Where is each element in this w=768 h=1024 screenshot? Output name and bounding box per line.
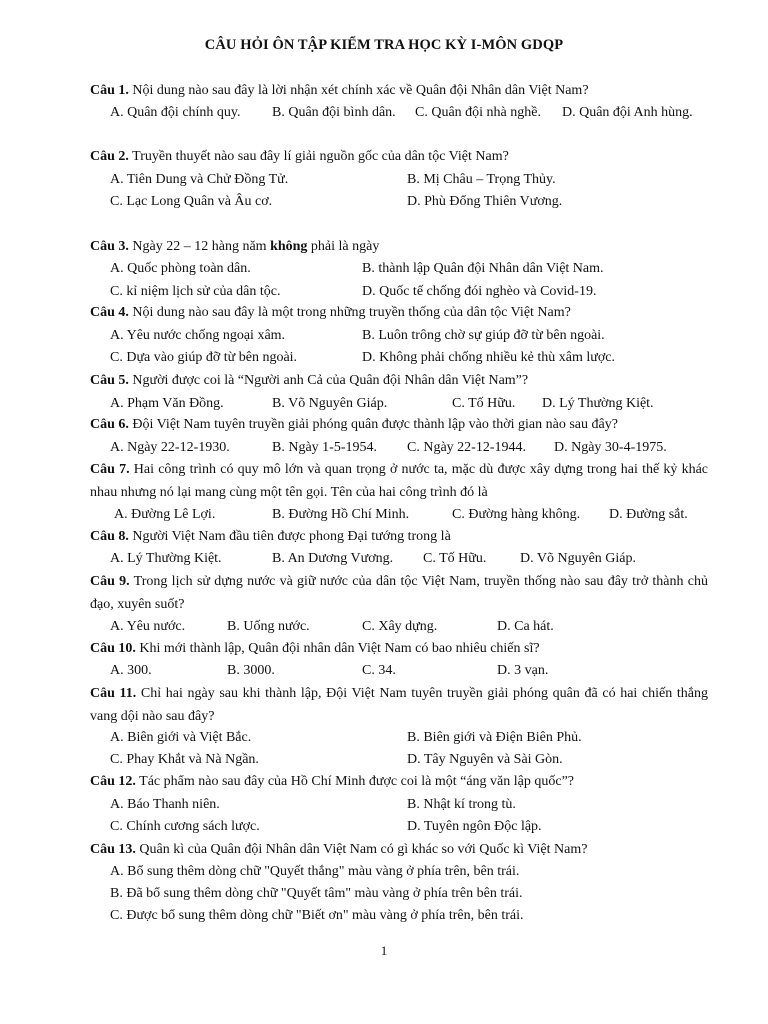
option-10d: D. 3 vạn. [497, 663, 549, 678]
question-text-end: phải là ngày [307, 239, 380, 254]
question-text: Người Việt Nam đầu tiên được phong Đại tướng trong là [128, 529, 451, 544]
option-9a: A. Yêu nước. [110, 619, 186, 634]
option-7c: C. Đường hàng không. [452, 507, 581, 522]
question-text: Đội Việt Nam tuyên truyền giải phóng quân được thành lập vào thời gian nào sau đây? [128, 417, 618, 432]
option-2a: A. Tiên Dung và Chử Đồng Tử. [110, 172, 289, 187]
option-9b: B. Uống nước. [227, 619, 310, 634]
question-10 [90, 638, 708, 661]
option-5b: B. Võ Nguyên Giáp. [272, 396, 388, 411]
question-text: Người được coi là “Người anh Cả của Quân đội Nhân dân Việt Nam”? [128, 373, 529, 388]
option-3d: D. Quốc tế chống đói nghèo và Covid-19. [362, 284, 597, 299]
option-9c: C. Xây dựng. [362, 619, 438, 634]
option-6c: C. Ngày 22-12-1944. [407, 440, 526, 455]
option-4b: B. Luôn trông chờ sự giúp đỡ từ bên ngoài. [362, 328, 605, 343]
question-3 [90, 236, 708, 259]
question-4 [90, 302, 708, 325]
question-11 [90, 683, 708, 728]
option-8b: B. An Dương Vương. [272, 551, 394, 566]
question-text: Tác phẩm nào sau đây của Hồ Chí Minh được coi là một “áng văn lập quốc”? [135, 774, 575, 789]
question-1 [90, 80, 708, 103]
question-number: Câu 10. [90, 641, 136, 656]
question-number: Câu 8. [90, 529, 129, 544]
option-6d: D. Ngày 30-4-1975. [554, 440, 667, 455]
question-emphasis: không [270, 239, 308, 254]
option-11d: D. Tây Nguyên và Sài Gòn. [407, 752, 563, 767]
question-text: Khi mới thành lập, Quân đội nhân dân Việt Nam có bao nhiêu chiến sĩ? [135, 641, 540, 656]
question-number: Câu 9. [90, 574, 130, 589]
question-6 [90, 414, 708, 437]
option-11a: A. Biên giới và Việt Bắc. [110, 730, 252, 745]
option-5d: D. Lý Thường Kiệt. [542, 396, 654, 411]
option-2c: C. Lạc Long Quân và Âu cơ. [110, 194, 273, 209]
document-title: CÂU HỎI ÔN TẬP KIỂM TRA HỌC KỲ I-MÔN GDQP [204, 37, 564, 53]
question-5 [90, 370, 708, 393]
question-13 [90, 839, 708, 862]
question-number: Câu 11. [90, 686, 137, 701]
option-12c: C. Chính cương sách lược. [110, 819, 260, 834]
option-10c: C. 34. [362, 663, 396, 678]
option-4a: A. Yêu nước chống ngoại xâm. [110, 328, 286, 343]
question-2 [90, 146, 708, 169]
option-7a: A. Đường Lê Lợi. [114, 507, 216, 522]
option-7b: B. Đường Hồ Chí Minh. [272, 507, 410, 522]
question-text: Truyền thuyết nào sau đây lí giải nguồn gốc của dân tộc Việt Nam? [128, 149, 509, 164]
question-text: Nội dung nào sau đây là một trong những truyền thống của dân tộc Việt Nam? [128, 305, 571, 320]
question-8 [90, 526, 708, 549]
option-5a: A. Phạm Văn Đồng. [110, 396, 224, 411]
option-1a: A. Quân đội chính quy. [110, 105, 241, 120]
question-number: Câu 3. [90, 239, 129, 254]
option-9d: D. Ca hát. [497, 619, 554, 634]
option-10b: B. 3000. [227, 663, 275, 678]
option-8d: D. Võ Nguyên Giáp. [520, 551, 637, 566]
option-3c: C. kỉ niệm lịch sử của dân tộc. [110, 284, 281, 299]
page-number: 1 [380, 943, 388, 958]
option-12b: B. Nhật kí trong tù. [407, 797, 516, 812]
option-8a: A. Lý Thường Kiệt. [110, 551, 222, 566]
question-text: Hai công trình có quy mô lớn và quan trọng ở nước ta, mặc dù được xây dựng trong hai thế kỷ khác nhau nhưng nó lại mang cùng một tên gọi. Tên của hai công trình đó là [90, 462, 708, 500]
question-text: Quân kì của Quân đội Nhân dân Việt Nam có gì khác so với Quốc kì Việt Nam? [135, 842, 588, 857]
option-1b: B. Quân đội bình dân. [272, 105, 396, 120]
question-9 [90, 571, 708, 616]
question-number: Câu 7. [90, 462, 130, 477]
option-12a: A. Báo Thanh niên. [110, 797, 220, 812]
option-2d: D. Phù Đổng Thiên Vương. [407, 194, 563, 209]
question-number: Câu 12. [90, 774, 136, 789]
option-7d: D. Đường sắt. [609, 507, 688, 522]
option-12d: D. Tuyên ngôn Độc lập. [407, 819, 542, 834]
option-4c: C. Dựa vào giúp đỡ từ bên ngoài. [110, 350, 298, 365]
question-number: Câu 4. [90, 305, 129, 320]
option-3b: B. thành lập Quân đội Nhân dân Việt Nam. [362, 261, 604, 276]
question-text: Chỉ hai ngày sau khi thành lập, Đội Việt Nam tuyên truyền giải phóng quân đã có hai chiến thắng vang dội nào sau đây? [90, 686, 708, 724]
option-5c: C. Tố Hữu. [452, 396, 516, 411]
question-7 [90, 459, 708, 504]
question-12 [90, 771, 708, 794]
option-6a: A. Ngày 22-12-1930. [110, 440, 230, 455]
option-3a: A. Quốc phòng toàn dân. [110, 261, 251, 276]
option-13c: C. Được bổ sung thêm dòng chữ "Biết ơn" màu vàng ở phía trên, bên trái. [110, 908, 524, 923]
option-4d: D. Không phải chống nhiều kẻ thù xâm lược. [362, 350, 615, 365]
option-1d: D. Quân đội Anh hùng. [562, 105, 693, 120]
option-11b: B. Biên giới và Điện Biên Phủ. [407, 730, 582, 745]
option-1c: C. Quân đội nhà nghề. [415, 105, 541, 120]
question-number: Câu 1. [90, 83, 129, 98]
option-10a: A. 300. [110, 663, 152, 678]
option-8c: C. Tố Hữu. [423, 551, 487, 566]
question-text: Trong lịch sử dựng nước và giữ nước của dân tộc Việt Nam, truyền thống nào sau đây trở thành chủ đạo, xuyên suốt? [90, 574, 708, 612]
question-text: Nội dung nào sau đây là lời nhận xét chính xác về Quân đội Nhân dân Việt Nam? [128, 83, 589, 98]
question-number: Câu 5. [90, 373, 129, 388]
question-number: Câu 2. [90, 149, 129, 164]
question-text: Ngày 22 – 12 hàng năm [128, 239, 271, 254]
option-6b: B. Ngày 1-5-1954. [272, 440, 377, 455]
question-number: Câu 6. [90, 417, 129, 432]
option-13a: A. Bổ sung thêm dòng chữ "Quyết thắng" màu vàng ở phía trên, bên trái. [110, 864, 520, 879]
option-13b: B. Đã bổ sung thêm dòng chữ "Quyết tâm" màu vàng ở phía trên bên trái. [110, 886, 523, 901]
question-number: Câu 13. [90, 842, 136, 857]
option-2b: B. Mị Châu – Trọng Thủy. [407, 172, 556, 187]
option-11c: C. Phay Khắt và Nà Ngần. [110, 752, 259, 767]
